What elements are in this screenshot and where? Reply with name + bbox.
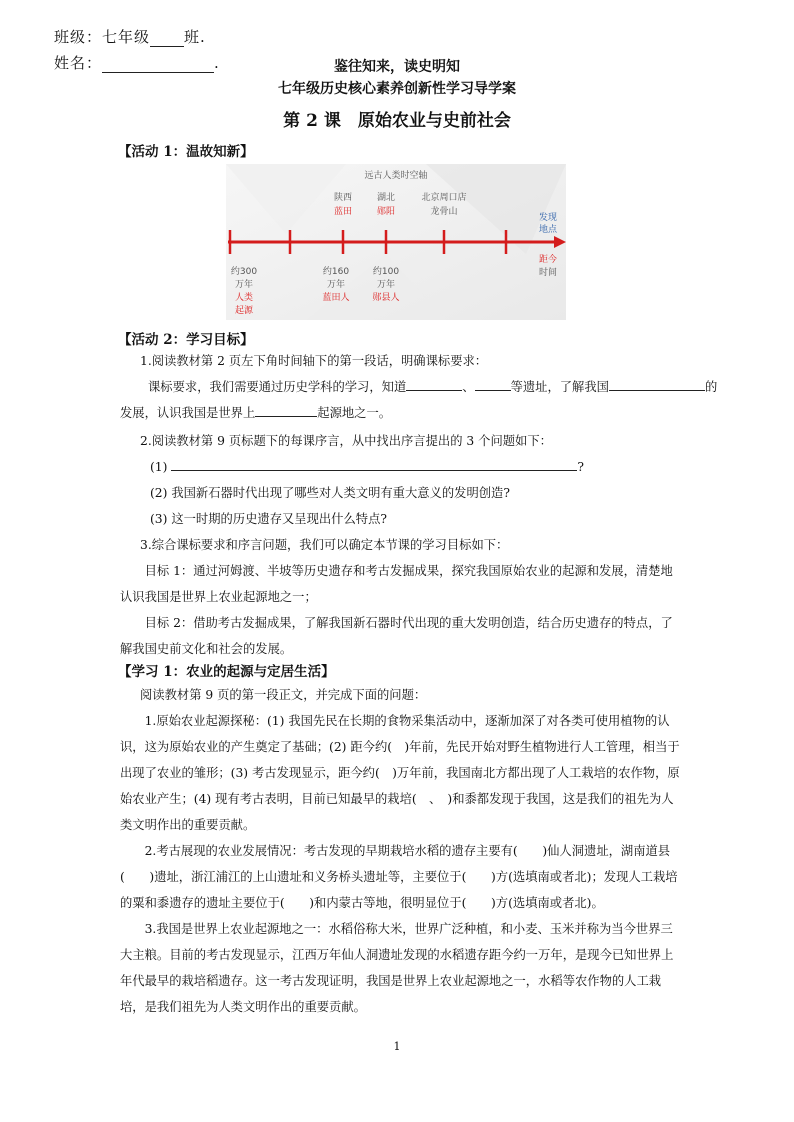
bottom-name-3: 郧县人 [372,293,400,303]
activity1-heading: 【活动 1：温故知新】 [118,144,254,160]
item-2: (2) 我国新石器时代出现了哪些对人类文明有重大意义的发明创造? [150,486,510,500]
blank-site-2[interactable] [475,378,511,391]
bottom-name-2: 蓝田人 [322,293,350,303]
end-top-1: 发现 [538,213,558,223]
class-line [54,26,206,47]
study1-paragraph-2: 2.考古展现的农业发展情况：考古发现的早期栽培水稻的遗存主要有( )仙人洞遗址，湖南道县( )遗址，浙江浦江的上山遗址和义务桥头遗址等，主要位于( )方(选填南或者北)；发现人工栽培的粟和黍遗存的遗址主要位于( )和内蒙古等地，很明显位于( )方(选填南或者北)。 [120,844,678,910]
blank-origin[interactable] [255,404,317,417]
name-label: 姓名： [54,54,103,72]
bottom-unit-3: 万年 [376,280,396,290]
top-place-1: 陕西 [333,193,353,203]
goal-1: 目标 1：通过河姆渡、半坡等历史遗存和考古发掘成果，探究我国原始农业的起源和发展，清楚地认识我国是世界上农业起源地之一； [120,564,673,604]
bottom-time-1: 约300 [230,267,258,277]
item-1: (1) ? [150,460,584,474]
page-number: 1 [393,1040,401,1053]
item-3: (3) 这一时期的历史遗存又呈现出什么特点? [150,512,387,526]
timeline-figure [226,164,566,320]
top-site-1: 蓝田 [333,207,353,217]
motto: 鉴往知来，读史明知 [334,59,460,75]
requirement-line-2: 发展，认识我国是世界上 起源地之一。 [120,406,392,420]
class-blank[interactable] [150,32,184,47]
study1-intro: 阅读教材第 9 页的第一段正文，并完成下面的问题： [140,688,427,702]
question-3: 3.综合课标要求和序言问题，我们可以确定本节课的学习目标如下： [140,538,509,552]
lesson-title: 第 2 课 原始农业与史前社会 [283,111,511,131]
end-bottom-2: 时间 [538,268,558,278]
requirement-line-1: 课标要求，我们需要通过历史学科的学习，知道 、 等遗址，了解我国 的 [148,380,718,394]
bottom-unit-1: 万年 [234,280,254,290]
class-label: 班级： [54,28,103,46]
top-site-3: 龙骨山 [430,207,458,217]
question-2: 2.阅读教材第 9 页标题下的每课序言，从中找出序言提出的 3 个问题如下： [140,434,552,448]
class-value: 七年级 [102,28,151,46]
question-1: 1.阅读教材第 2 页左下角时间轴下的第一段话，明确课标要求： [140,354,488,368]
blank-topic[interactable] [609,378,705,391]
bottom-name2-1: 起源 [234,306,254,316]
name-suffix: . [214,54,220,72]
class-suffix: 班. [184,28,206,46]
blank-site-1[interactable] [406,378,462,391]
bottom-time-3: 约100 [372,267,400,277]
end-top-2: 地点 [538,225,558,235]
bottom-time-2: 约160 [322,267,350,277]
top-place-2: 湖北 [376,193,396,203]
bottom-unit-2: 万年 [326,280,346,290]
top-site-2: 郧阳 [376,207,396,217]
study1-heading: 【学习 1：农业的起源与定居生活】 [118,664,335,680]
timeline-title: 远古人类时空轴 [364,171,428,181]
blank-question-1[interactable] [171,458,577,471]
study1-paragraph-1: 1.原始农业起源探秘：(1) 我国先民在长期的食物采集活动中，逐渐加深了对各类可使用植物的认识，这为原始农业的产生奠定了基础；(2) 距今约( )年前，先民开始对野生植物进行人工管理，相当于出现了农业的雏形；(3) 考古发现显示，距今约( )万年前，我国南北方都出现了人工栽培的农作物，原始农业产生；(4) 现有考古表明，目前已知最早的栽培( 、 )和黍都发现于我国，这是我们的祖先为人类文明作出的重要贡献。 [120,714,680,832]
end-bottom-1: 距今 [538,255,558,265]
activity2-heading: 【活动 2：学习目标】 [118,332,254,348]
top-place-3: 北京周口店 [421,193,467,203]
series-title: 七年级历史核心素养创新性学习导学案 [278,81,516,97]
bottom-name-1: 人类 [234,293,254,303]
goal-2: 目标 2：借助考古发掘成果，了解我国新石器时代出现的重大发明创造，结合历史遗存的特点，了解我国史前文化和社会的发展。 [120,616,673,656]
study1-paragraph-3: 3.我国是世界上农业起源地之一：水稻俗称大米，世界广泛种植，和小麦、玉米并称为当今世界三大主粮。目前的考古发现显示，江西万年仙人洞遗址发现的水稻遗存距今约一万年，是现今已知世界上年代最早的栽培稻遗存。这一考古发现证明，我国是世界上农业起源地之一，水稻等农作物的人工栽培，是我们祖先为人类文明作出的重要贡献。 [120,922,674,1014]
